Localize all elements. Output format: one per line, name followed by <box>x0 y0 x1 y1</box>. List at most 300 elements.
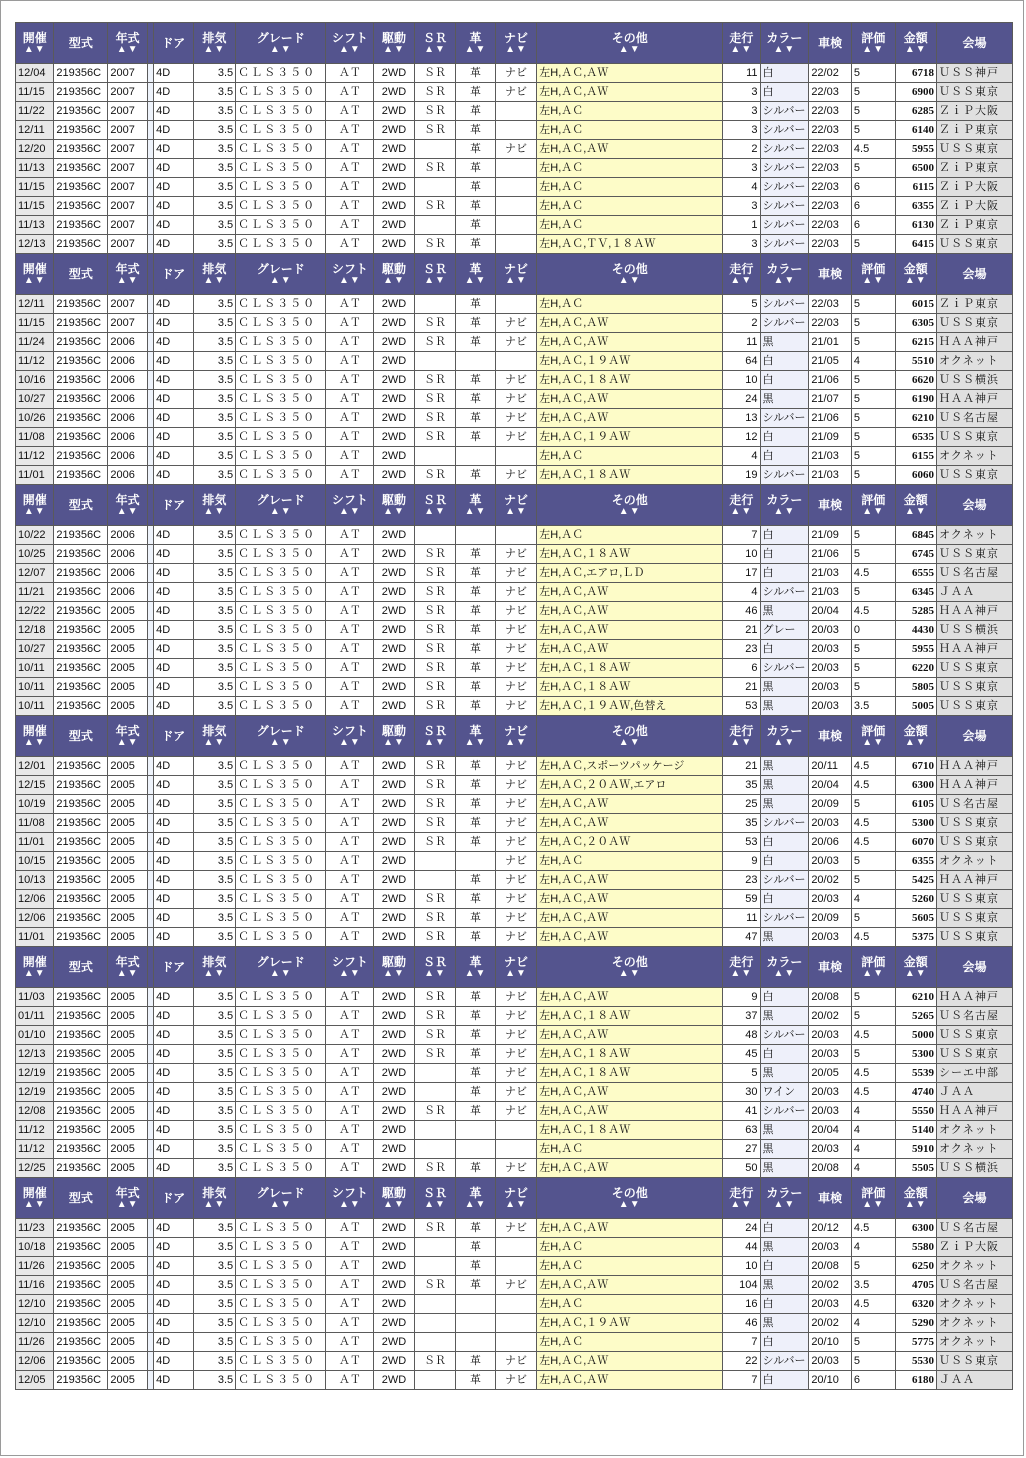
cell-displacement: 3.5 <box>193 409 236 428</box>
table-row[interactable] <box>16 1352 1013 1371</box>
column-header-shift[interactable] <box>326 947 374 988</box>
cell-year: 2005 <box>108 795 147 814</box>
cell-leather: 革 <box>456 197 495 216</box>
column-header-date[interactable] <box>16 23 54 64</box>
cell-inspection: 20/03 <box>809 621 852 640</box>
cell-model: 219356C <box>54 390 108 409</box>
column-header-grade[interactable] <box>236 23 326 64</box>
cell-grade: ＣＬＳ３５０ <box>236 776 326 795</box>
column-header-leather[interactable] <box>456 947 495 988</box>
sort-arrows-icon[interactable]: ▲▼ <box>730 1198 753 1210</box>
sort-arrows-icon[interactable]: ▲▼ <box>269 43 292 55</box>
column-header-price[interactable] <box>895 485 937 526</box>
sort-arrows-icon[interactable]: ▲▼ <box>618 967 641 979</box>
table-row[interactable] <box>16 64 1013 83</box>
column-header-navi[interactable] <box>495 23 537 64</box>
sort-arrows-icon[interactable]: ▲▼ <box>730 967 753 979</box>
cell-score: 4.5 <box>851 1295 895 1314</box>
cell-price: 4705 <box>895 1276 937 1295</box>
sort-arrows-icon[interactable]: ▲▼ <box>464 1198 487 1210</box>
sort-arrows-icon[interactable]: ▲▼ <box>862 505 885 517</box>
column-header-drive[interactable] <box>374 485 415 526</box>
sort-arrows-icon[interactable]: ▲▼ <box>383 736 405 748</box>
table-row[interactable] <box>16 526 1013 545</box>
column-header-color[interactable] <box>760 947 809 988</box>
column-header-displacement[interactable] <box>193 254 236 295</box>
cell-drive: 2WD <box>374 352 415 371</box>
cell-displacement: 3.5 <box>193 890 236 909</box>
sort-arrows-icon[interactable]: ▲▼ <box>904 43 927 55</box>
column-header-sunroof[interactable] <box>414 716 456 757</box>
sort-arrows-icon[interactable]: ▲▼ <box>773 43 796 55</box>
table-row[interactable] <box>16 545 1013 564</box>
column-header-mileage[interactable] <box>723 254 760 295</box>
sort-arrows-icon[interactable]: ▲▼ <box>338 274 361 286</box>
table-row[interactable] <box>16 216 1013 235</box>
cell-leather: 革 <box>456 988 495 1007</box>
cell-model: 219356C <box>54 159 108 178</box>
column-header-color[interactable] <box>760 254 809 295</box>
table-row[interactable] <box>16 928 1013 947</box>
column-header-misc[interactable] <box>537 485 723 526</box>
cell-mileage: 21 <box>723 621 760 640</box>
sort-arrows-icon[interactable]: ▲▼ <box>862 274 885 286</box>
sort-arrows-icon[interactable]: ▲▼ <box>505 505 527 517</box>
cell-mileage: 24 <box>723 1219 760 1238</box>
sort-arrows-icon[interactable]: ▲▼ <box>203 505 226 517</box>
sort-arrows-icon[interactable]: ▲▼ <box>23 967 46 979</box>
sort-arrows-icon[interactable]: ▲▼ <box>464 43 487 55</box>
table-row[interactable] <box>16 852 1013 871</box>
column-header-displacement[interactable] <box>193 23 236 64</box>
sort-arrows-icon[interactable]: ▲▼ <box>23 274 46 286</box>
column-header-drive[interactable] <box>374 23 415 64</box>
table-row[interactable] <box>16 1121 1013 1140</box>
column-header-misc[interactable] <box>537 23 723 64</box>
cell-grade: ＣＬＳ３５０ <box>236 621 326 640</box>
cell-venue: ＵＳＳ東京 <box>937 659 1013 678</box>
sort-arrows-icon[interactable]: ▲▼ <box>730 43 753 55</box>
cell-displacement: 3.5 <box>193 1045 236 1064</box>
column-header-color[interactable] <box>760 1178 809 1219</box>
cell-model: 219356C <box>54 102 108 121</box>
sort-arrows-icon[interactable]: ▲▼ <box>773 505 796 517</box>
table-row[interactable] <box>16 871 1013 890</box>
column-header-drive[interactable] <box>374 947 415 988</box>
sort-arrows-icon[interactable]: ▲▼ <box>505 736 527 748</box>
column-header-year[interactable] <box>108 716 147 757</box>
column-header-mileage[interactable] <box>723 1178 760 1219</box>
cell-price: 6210 <box>895 409 937 428</box>
sort-arrows-icon[interactable]: ▲▼ <box>269 1198 292 1210</box>
cell-year: 2005 <box>108 871 147 890</box>
sort-arrows-icon[interactable]: ▲▼ <box>773 736 796 748</box>
sort-arrows-icon[interactable]: ▲▼ <box>862 1198 885 1210</box>
column-header-inspection <box>809 254 852 295</box>
column-header-date[interactable] <box>16 254 54 295</box>
table-row[interactable] <box>16 678 1013 697</box>
sort-arrows-icon[interactable]: ▲▼ <box>383 505 405 517</box>
column-header-score[interactable] <box>851 254 895 295</box>
sort-arrows-icon[interactable]: ▲▼ <box>203 43 226 55</box>
column-header-leather[interactable] <box>456 23 495 64</box>
column-header-mileage[interactable] <box>723 947 760 988</box>
sort-arrows-icon[interactable]: ▲▼ <box>203 1198 226 1210</box>
cell-price: 6845 <box>895 526 937 545</box>
cell-shift: ＡＴ <box>326 545 374 564</box>
column-header-mileage[interactable] <box>723 23 760 64</box>
cell-inspection: 20/12 <box>809 1219 852 1238</box>
cell-price: 6300 <box>895 776 937 795</box>
column-header-displacement[interactable] <box>193 485 236 526</box>
column-header-label: グレード <box>256 954 305 969</box>
sort-arrows-icon[interactable]: ▲▼ <box>116 43 139 55</box>
column-header-year[interactable] <box>108 23 147 64</box>
table-row[interactable] <box>16 1083 1013 1102</box>
column-header-displacement[interactable] <box>193 716 236 757</box>
column-header-label: 排気 <box>202 723 227 738</box>
table-row[interactable] <box>16 1295 1013 1314</box>
cell-grade: ＣＬＳ３５０ <box>236 1083 326 1102</box>
cell-model: 219356C <box>54 1083 108 1102</box>
cell-displacement: 3.5 <box>193 371 236 390</box>
column-header-price[interactable] <box>895 254 937 295</box>
column-header-drive[interactable] <box>374 1178 415 1219</box>
sort-arrows-icon[interactable]: ▲▼ <box>618 43 641 55</box>
sort-arrows-icon[interactable]: ▲▼ <box>904 967 927 979</box>
column-header-price[interactable] <box>895 1178 937 1219</box>
cell-inspection: 20/09 <box>809 909 852 928</box>
column-header-sunroof[interactable] <box>414 1178 456 1219</box>
cell-misc: 左H,ＡＣ <box>537 1238 723 1257</box>
cell-shift: ＡＴ <box>326 371 374 390</box>
cell-date: 11/21 <box>16 583 54 602</box>
table-row[interactable] <box>16 1159 1013 1178</box>
table-row[interactable] <box>16 564 1013 583</box>
table-row[interactable] <box>16 1026 1013 1045</box>
table-row[interactable] <box>16 988 1013 1007</box>
table-row[interactable] <box>16 640 1013 659</box>
sort-arrows-icon[interactable]: ▲▼ <box>618 736 641 748</box>
sort-arrows-icon[interactable]: ▲▼ <box>383 967 405 979</box>
cell-color: シルバー <box>760 1026 809 1045</box>
sort-arrows-icon[interactable]: ▲▼ <box>904 274 927 286</box>
sort-arrows-icon[interactable]: ▲▼ <box>730 505 753 517</box>
sort-arrows-icon[interactable]: ▲▼ <box>424 736 446 748</box>
column-header-shift[interactable] <box>326 254 374 295</box>
sort-arrows-icon[interactable]: ▲▼ <box>23 1198 46 1210</box>
cell-year: 2006 <box>108 428 147 447</box>
column-header-navi[interactable] <box>495 1178 537 1219</box>
table-row[interactable] <box>16 466 1013 485</box>
cell-navi <box>495 216 537 235</box>
table-row[interactable] <box>16 890 1013 909</box>
sort-arrows-icon[interactable]: ▲▼ <box>269 736 292 748</box>
sort-arrows-icon[interactable]: ▲▼ <box>424 505 446 517</box>
table-row[interactable] <box>16 814 1013 833</box>
cell-grade: ＣＬＳ３５０ <box>236 1333 326 1352</box>
sort-arrows-icon[interactable]: ▲▼ <box>505 274 527 286</box>
table-row[interactable] <box>16 102 1013 121</box>
column-header-displacement[interactable] <box>193 1178 236 1219</box>
table-row[interactable] <box>16 390 1013 409</box>
table-row[interactable] <box>16 659 1013 678</box>
sort-arrows-icon[interactable]: ▲▼ <box>383 274 405 286</box>
column-header-price[interactable] <box>895 716 937 757</box>
table-row[interactable] <box>16 602 1013 621</box>
table-row[interactable] <box>16 1140 1013 1159</box>
cell-year: 2007 <box>108 64 147 83</box>
column-header-price[interactable] <box>895 23 937 64</box>
table-row[interactable] <box>16 1238 1013 1257</box>
column-header-color[interactable] <box>760 23 809 64</box>
cell-year: 2007 <box>108 235 147 254</box>
sort-arrows-icon[interactable]: ▲▼ <box>203 967 226 979</box>
cell-navi <box>495 1333 537 1352</box>
sort-arrows-icon[interactable]: ▲▼ <box>505 1198 527 1210</box>
table-row[interactable] <box>16 447 1013 466</box>
table-row[interactable] <box>16 333 1013 352</box>
column-header-mileage[interactable] <box>723 716 760 757</box>
cell-sunroof: ＳＲ <box>414 83 456 102</box>
sort-arrows-icon[interactable]: ▲▼ <box>116 274 139 286</box>
cell-door: 4D <box>154 1121 193 1140</box>
table-row[interactable] <box>16 1045 1013 1064</box>
cell-displacement: 3.5 <box>193 428 236 447</box>
table-row[interactable] <box>16 1102 1013 1121</box>
sort-arrows-icon[interactable]: ▲▼ <box>338 736 361 748</box>
sort-arrows-icon[interactable]: ▲▼ <box>904 1198 927 1210</box>
table-row[interactable] <box>16 428 1013 447</box>
column-header-sunroof[interactable] <box>414 23 456 64</box>
sort-arrows-icon[interactable]: ▲▼ <box>773 967 796 979</box>
table-row[interactable] <box>16 1064 1013 1083</box>
sort-arrows-icon[interactable]: ▲▼ <box>618 274 641 286</box>
cell-displacement: 3.5 <box>193 1007 236 1026</box>
sort-arrows-icon[interactable]: ▲▼ <box>904 505 927 517</box>
sort-arrows-icon[interactable]: ▲▼ <box>904 736 927 748</box>
column-header-leather[interactable] <box>456 1178 495 1219</box>
column-header-date[interactable] <box>16 947 54 988</box>
sort-arrows-icon[interactable]: ▲▼ <box>383 1198 405 1210</box>
table-row[interactable] <box>16 1276 1013 1295</box>
sort-arrows-icon[interactable]: ▲▼ <box>862 967 885 979</box>
sort-arrows-icon[interactable]: ▲▼ <box>338 43 361 55</box>
sort-arrows-icon[interactable]: ▲▼ <box>338 1198 361 1210</box>
column-header-year[interactable] <box>108 485 147 526</box>
table-row[interactable] <box>16 1007 1013 1026</box>
cell-navi: ナビ <box>495 1102 537 1121</box>
column-header-year[interactable] <box>108 254 147 295</box>
table-row[interactable] <box>16 409 1013 428</box>
table-row[interactable] <box>16 314 1013 333</box>
column-header-shift[interactable] <box>326 23 374 64</box>
column-header-leather[interactable] <box>456 716 495 757</box>
column-header-drive[interactable] <box>374 716 415 757</box>
sort-arrows-icon[interactable]: ▲▼ <box>862 43 885 55</box>
column-header-grade[interactable] <box>236 947 326 988</box>
column-header-score[interactable] <box>851 947 895 988</box>
table-row[interactable] <box>16 1333 1013 1352</box>
sort-arrows-icon[interactable]: ▲▼ <box>338 505 361 517</box>
sort-arrows-icon[interactable]: ▲▼ <box>424 1198 446 1210</box>
column-header-shift[interactable] <box>326 1178 374 1219</box>
sort-arrows-icon[interactable]: ▲▼ <box>338 967 361 979</box>
table-row[interactable] <box>16 121 1013 140</box>
table-row[interactable] <box>16 776 1013 795</box>
column-header-year[interactable] <box>108 947 147 988</box>
table-row[interactable] <box>16 697 1013 716</box>
cell-displacement: 3.5 <box>193 640 236 659</box>
column-header-drive[interactable] <box>374 254 415 295</box>
column-header-score[interactable] <box>851 23 895 64</box>
sort-arrows-icon[interactable]: ▲▼ <box>269 505 292 517</box>
sort-arrows-icon[interactable]: ▲▼ <box>424 274 446 286</box>
column-header-color[interactable] <box>760 716 809 757</box>
sort-arrows-icon[interactable]: ▲▼ <box>23 505 46 517</box>
column-header-displacement[interactable] <box>193 947 236 988</box>
table-row[interactable] <box>16 1314 1013 1333</box>
cell-score: 5 <box>851 102 895 121</box>
column-header-misc[interactable] <box>537 254 723 295</box>
column-header-misc[interactable] <box>537 716 723 757</box>
table-row[interactable] <box>16 757 1013 776</box>
sort-arrows-icon[interactable]: ▲▼ <box>464 274 487 286</box>
table-row[interactable] <box>16 583 1013 602</box>
table-row[interactable] <box>16 833 1013 852</box>
sort-arrows-icon[interactable]: ▲▼ <box>464 967 487 979</box>
table-row[interactable] <box>16 140 1013 159</box>
sort-arrows-icon[interactable]: ▲▼ <box>116 505 139 517</box>
cell-drive: 2WD <box>374 1102 415 1121</box>
cell-model: 219356C <box>54 697 108 716</box>
sort-arrows-icon[interactable]: ▲▼ <box>464 736 487 748</box>
cell-door: 4D <box>154 890 193 909</box>
cell-leather: 革 <box>456 659 495 678</box>
column-header-sunroof[interactable] <box>414 485 456 526</box>
sort-arrows-icon[interactable]: ▲▼ <box>269 967 292 979</box>
sort-arrows-icon[interactable]: ▲▼ <box>116 736 139 748</box>
sort-arrows-icon[interactable]: ▲▼ <box>23 43 46 55</box>
table-row[interactable] <box>16 159 1013 178</box>
column-header-color[interactable] <box>760 485 809 526</box>
table-row[interactable] <box>16 83 1013 102</box>
column-header-navi[interactable] <box>495 947 537 988</box>
table-row[interactable] <box>16 909 1013 928</box>
cell-door: 4D <box>154 795 193 814</box>
table-row[interactable] <box>16 352 1013 371</box>
sort-arrows-icon[interactable]: ▲▼ <box>618 505 641 517</box>
column-header-date[interactable] <box>16 716 54 757</box>
column-header-navi[interactable] <box>495 254 537 295</box>
cell-year: 2006 <box>108 371 147 390</box>
column-header-label: 年式 <box>115 30 140 45</box>
cell-drive: 2WD <box>374 121 415 140</box>
column-header-year[interactable] <box>108 1178 147 1219</box>
column-header-score[interactable] <box>851 1178 895 1219</box>
table-row[interactable] <box>16 197 1013 216</box>
column-header-mileage[interactable] <box>723 485 760 526</box>
column-header-shift[interactable] <box>326 716 374 757</box>
cell-shift: ＡＴ <box>326 1276 374 1295</box>
sort-arrows-icon[interactable]: ▲▼ <box>424 967 446 979</box>
cell-drive: 2WD <box>374 1314 415 1333</box>
sort-arrows-icon[interactable]: ▲▼ <box>383 43 405 55</box>
cell-navi <box>495 1121 537 1140</box>
cell-navi: ナビ <box>495 988 537 1007</box>
sort-arrows-icon[interactable]: ▲▼ <box>269 274 292 286</box>
sort-arrows-icon[interactable]: ▲▼ <box>116 1198 139 1210</box>
cell-misc: 左H,ＡＣ,１９ＡＷ <box>537 428 723 447</box>
cell-year: 2005 <box>108 928 147 947</box>
table-row[interactable] <box>16 1219 1013 1238</box>
column-header-grade[interactable] <box>236 254 326 295</box>
table-row[interactable] <box>16 178 1013 197</box>
column-header-price[interactable] <box>895 947 937 988</box>
cell-date: 12/10 <box>16 1295 54 1314</box>
sort-arrows-icon[interactable]: ▲▼ <box>773 274 796 286</box>
cell-leather: 革 <box>456 621 495 640</box>
sort-arrows-icon[interactable]: ▲▼ <box>23 736 46 748</box>
cell-mileage: 5 <box>723 295 760 314</box>
column-header-navi[interactable] <box>495 485 537 526</box>
cell-color: シルバー <box>760 140 809 159</box>
sort-arrows-icon[interactable]: ▲▼ <box>618 1198 641 1210</box>
cell-score: 4 <box>851 1140 895 1159</box>
cell-score: 5 <box>851 659 895 678</box>
column-header-leather[interactable] <box>456 254 495 295</box>
cell-mileage: 35 <box>723 776 760 795</box>
column-header-date[interactable] <box>16 485 54 526</box>
sort-arrows-icon[interactable]: ▲▼ <box>505 967 527 979</box>
column-header-grade[interactable] <box>236 1178 326 1219</box>
column-header-label: 駆動 <box>381 261 406 276</box>
column-header-leather[interactable] <box>456 485 495 526</box>
table-row[interactable] <box>16 1257 1013 1276</box>
column-header-shift[interactable] <box>326 485 374 526</box>
sort-arrows-icon[interactable]: ▲▼ <box>116 967 139 979</box>
column-header-misc[interactable] <box>537 947 723 988</box>
table-row[interactable] <box>16 621 1013 640</box>
sort-arrows-icon[interactable]: ▲▼ <box>862 736 885 748</box>
column-header-sunroof[interactable] <box>414 254 456 295</box>
sort-arrows-icon[interactable]: ▲▼ <box>203 274 226 286</box>
sort-arrows-icon[interactable]: ▲▼ <box>203 736 226 748</box>
column-header-grade[interactable] <box>236 485 326 526</box>
table-row[interactable] <box>16 371 1013 390</box>
sort-arrows-icon[interactable]: ▲▼ <box>424 43 446 55</box>
table-row[interactable] <box>16 1371 1013 1390</box>
table-row[interactable] <box>16 235 1013 254</box>
sort-arrows-icon[interactable]: ▲▼ <box>505 43 527 55</box>
sort-arrows-icon[interactable]: ▲▼ <box>464 505 487 517</box>
sort-arrows-icon[interactable]: ▲▼ <box>773 1198 796 1210</box>
column-header-navi[interactable] <box>495 716 537 757</box>
column-header-score[interactable] <box>851 485 895 526</box>
cell-mileage: 46 <box>723 602 760 621</box>
table-row[interactable] <box>16 795 1013 814</box>
column-header-date[interactable] <box>16 1178 54 1219</box>
sort-arrows-icon[interactable]: ▲▼ <box>730 274 753 286</box>
column-header-sunroof[interactable] <box>414 947 456 988</box>
column-header-score[interactable] <box>851 716 895 757</box>
column-header-grade[interactable] <box>236 716 326 757</box>
cell-door: 4D <box>154 121 193 140</box>
table-row[interactable] <box>16 295 1013 314</box>
sort-arrows-icon[interactable]: ▲▼ <box>730 736 753 748</box>
cell-drive: 2WD <box>374 659 415 678</box>
column-header-misc[interactable] <box>537 1178 723 1219</box>
